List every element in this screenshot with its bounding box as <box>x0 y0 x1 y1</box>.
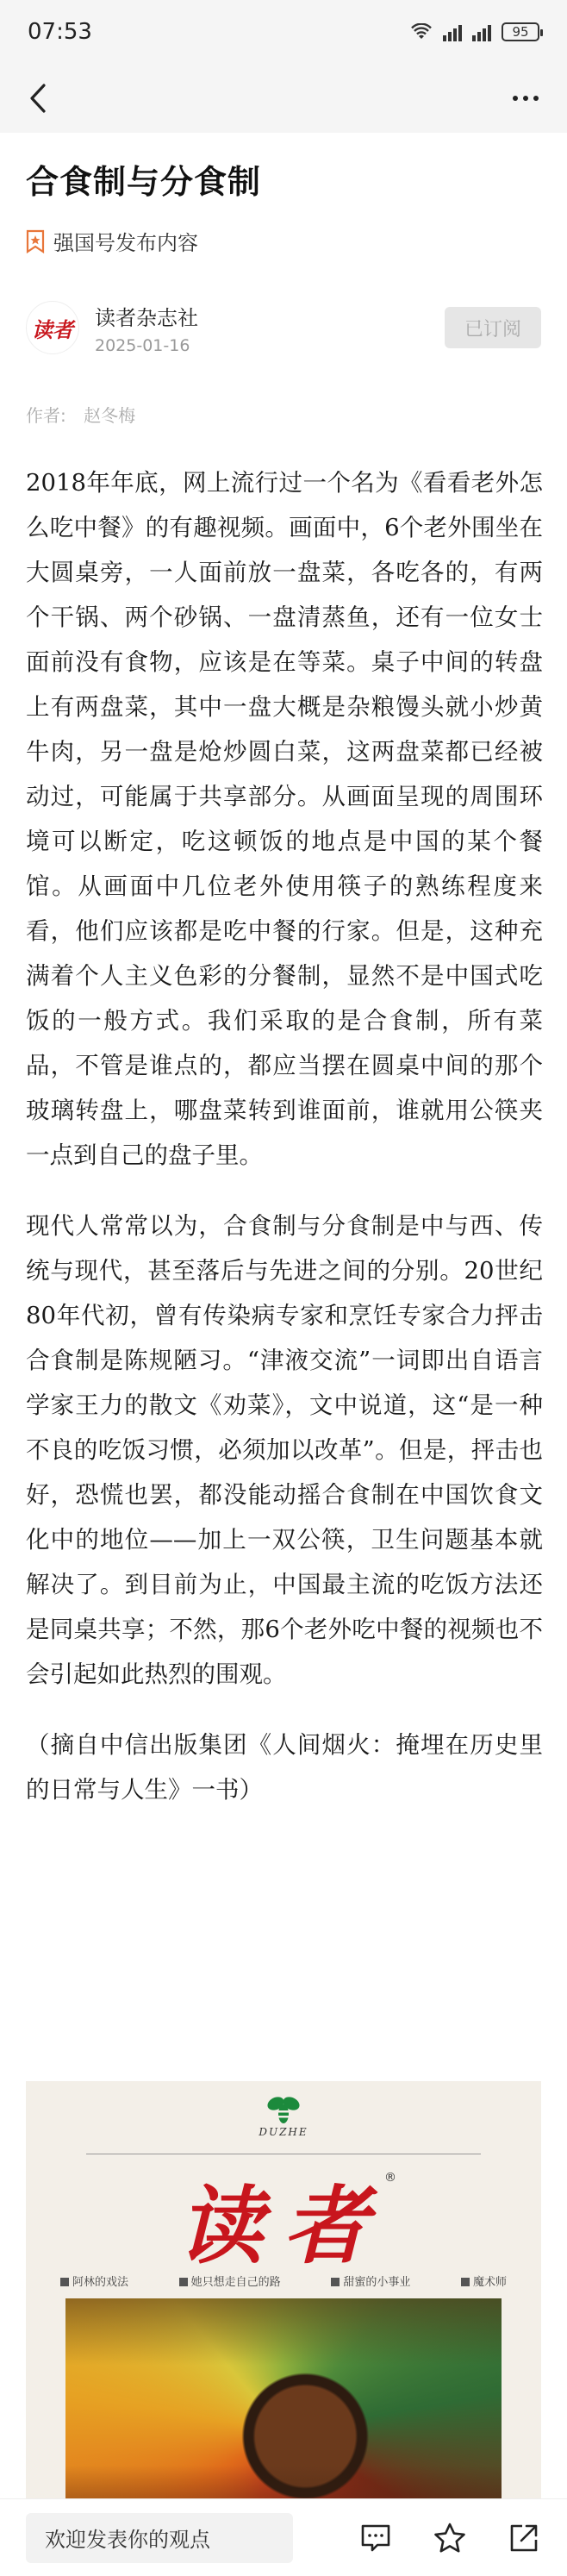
wifi-icon <box>410 23 433 41</box>
bee-logo-icon <box>264 2091 303 2126</box>
author-meta <box>95 301 198 355</box>
status-time: 07:53 <box>28 19 92 45</box>
signal-icon <box>472 22 491 41</box>
cover-headlines <box>60 2273 507 2289</box>
article-title: 合食制与分食制 <box>26 163 262 201</box>
more-dot-icon <box>523 96 528 101</box>
source-label: 强国号发布内容 <box>53 231 198 255</box>
subscribed-button[interactable]: 已订阅 <box>445 307 541 348</box>
comment-button[interactable] <box>358 2521 393 2555</box>
star-icon <box>433 2523 466 2554</box>
cover-headline: 她只想走自己的路 <box>179 2273 281 2289</box>
qiangguo-badge-icon <box>26 229 45 253</box>
paragraph: 2018年年底，网上流行过一个名为《看看老外怎么吃中餐》的有趣视频。画面中，6个老外围坐在大圆桌旁，一人面前放一盘菜，各吃各的，有两个干锅、两个砂锅、一盘清蒸鱼，还有一位女士面前没有食物，应该是在等菜。桌子中间的转盘上有两盘菜，其中一盘大概是杂粮馒头就小炒黄牛肉，另一盘是炝炒圆白菜，这两盘菜都已经被动过，可能属于共享部分。从画面呈现的周围环境可以断定，吃这顿饭的地点是中国的某个餐馆。从画面中几位老外使用筷子的熟练程度来看，他们应该都是吃中餐的行家。但是，这种充满着个人主义色彩的分餐制，显然不是中国式吃饭的一般方式。我们采取的是合食制，所有菜品，不管是谁点的，都应当摆在圆桌中间的那个玻璃转盘上，哪盘菜转到谁面前，谁就用公筷夹一点到自己的盘子里。 <box>26 469 543 1169</box>
share-icon <box>508 2523 539 2554</box>
article-body <box>26 460 543 1838</box>
share-button[interactable] <box>507 2521 541 2555</box>
author-avatar[interactable] <box>26 301 79 354</box>
signal-4g-icon <box>443 22 462 41</box>
bottom-bar <box>0 2498 567 2576</box>
status-bar <box>0 0 567 64</box>
paragraph: 现代人常常以为，合食制与分食制是中与西、传统与现代，甚至落后与先进之间的分别。20世纪80年代初，曾有传染病专家和烹饪专家合力抨击合食制是陈规陋习。“津液交流”一词即出自语言学家王力的散文《劝菜》，文中说道，这“是一种不良的吃饭习惯，必须加以改革”。但是，抨击也好，恐慌也罢，都没能动摇合食制在中国饮食文化中的地位——加上一双公筷，卫生问题基本就解决了。到目前为止，中国最主流的吃饭方法还是同桌共享；不然，那6个老外吃中餐的视频也不会引起如此热烈的围观。 <box>26 1212 543 1688</box>
cover-headline: 阿林的戏法 <box>60 2273 128 2289</box>
cover-brand-en: DUZHE <box>259 2126 308 2138</box>
byline-label: 作者: <box>26 405 66 426</box>
battery-icon <box>502 22 539 41</box>
cover-photo-leaves <box>65 2298 502 2521</box>
byline <box>26 402 135 427</box>
back-arrow-icon <box>28 83 47 114</box>
cover-brand-cn: 读者 <box>178 2177 389 2276</box>
cover-logo <box>26 2091 541 2138</box>
author-name[interactable]: 读者杂志社 <box>95 305 198 330</box>
more-options-button[interactable] <box>505 81 546 116</box>
more-dot-icon <box>533 96 539 101</box>
cover-headline: 甜蜜的小事业 <box>331 2273 410 2289</box>
avatar-text: 读者 <box>32 316 73 342</box>
cover-headline: 魔术师 <box>461 2273 507 2289</box>
comment-input[interactable]: 欢迎发表你的观点 <box>26 2513 293 2563</box>
author-row <box>26 293 541 362</box>
favorite-button[interactable] <box>433 2521 467 2555</box>
publish-date: 2025-01-16 <box>95 335 190 355</box>
back-button[interactable] <box>21 81 55 116</box>
nav-bar <box>0 64 567 133</box>
battery-level: 95 <box>512 24 529 40</box>
comment-icon <box>360 2523 391 2553</box>
more-dot-icon <box>513 96 518 101</box>
magazine-cover-image[interactable] <box>26 2081 541 2521</box>
byline-name: 赵冬梅 <box>84 405 136 426</box>
registered-mark: ® <box>384 2171 396 2185</box>
status-icons <box>410 22 539 41</box>
bottom-actions <box>358 2521 541 2555</box>
paragraph: （摘自中信出版集团《人间烟火：掩埋在历史里的日常与人生》一书） <box>26 1731 543 1804</box>
source-line <box>26 226 198 256</box>
